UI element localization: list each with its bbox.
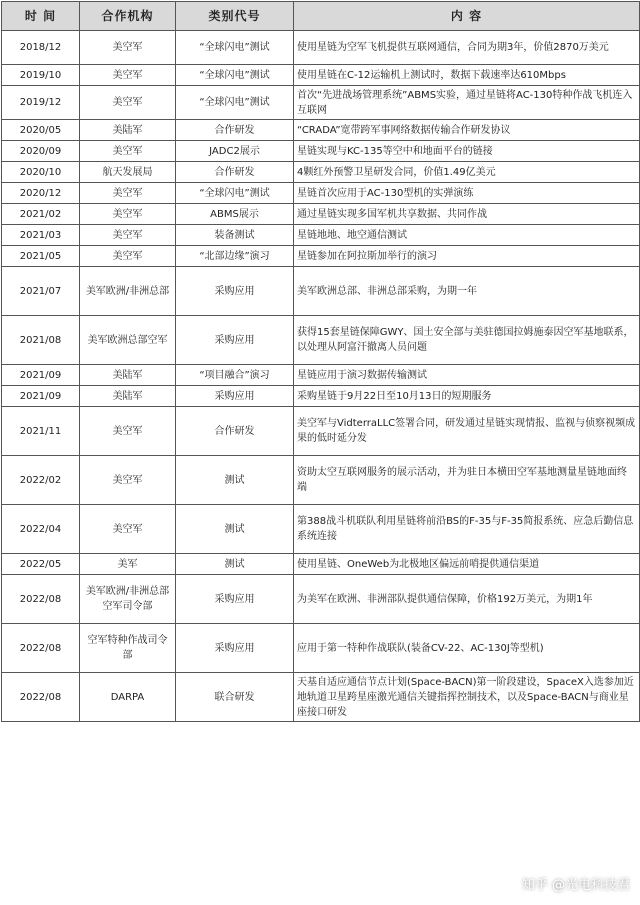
cell-org: 美空军 xyxy=(80,86,176,120)
cell-category: “全球闪电”测试 xyxy=(176,86,294,120)
cell-category: 装备测试 xyxy=(176,225,294,246)
table-row xyxy=(2,162,640,183)
cell-content: 星链应用于演习数据传输测试 xyxy=(294,365,640,386)
cell-content: 星链实现与KC-135等空中和地面平台的链接 xyxy=(294,141,640,162)
cell-content: 美空军与VidterraLLC签署合同，研发通过星链实现情报、监视与侦察视频成果的低时延分发 xyxy=(294,407,640,456)
cell-date: 2022/05 xyxy=(2,554,80,575)
cell-org: 美陆军 xyxy=(80,386,176,407)
cell-date: 2021/02 xyxy=(2,204,80,225)
table-row xyxy=(2,141,640,162)
table-row xyxy=(2,183,640,204)
cell-content: 资助太空互联网服务的展示活动，并为驻日本横田空军基地测量星链地面终端 xyxy=(294,456,640,505)
cell-date: 2022/04 xyxy=(2,505,80,554)
cell-date: 2020/09 xyxy=(2,141,80,162)
cell-category: 测试 xyxy=(176,505,294,554)
table-row xyxy=(2,407,640,456)
table-row xyxy=(2,386,640,407)
cell-content: 为美军在欧洲、非洲部队提供通信保障，价格192万美元，为期1年 xyxy=(294,575,640,624)
cell-org: 美空军 xyxy=(80,31,176,65)
table-row xyxy=(2,86,640,120)
cell-org: 美空军 xyxy=(80,456,176,505)
cell-org: 美空军 xyxy=(80,141,176,162)
cell-category: ABMS展示 xyxy=(176,204,294,225)
cell-content: “CRADA”宽带跨军事网络数据传输合作研发协议 xyxy=(294,120,640,141)
cell-org: 航天发展局 xyxy=(80,162,176,183)
cell-date: 2022/08 xyxy=(2,575,80,624)
cell-category: “项目融合”演习 xyxy=(176,365,294,386)
cell-category: “全球闪电”测试 xyxy=(176,183,294,204)
cell-date: 2018/12 xyxy=(2,31,80,65)
table-row xyxy=(2,267,640,316)
cell-org: 美空军 xyxy=(80,505,176,554)
table-row xyxy=(2,246,640,267)
header-org: 合作机构 xyxy=(80,2,176,31)
cell-org: 美军欧洲总部空军 xyxy=(80,316,176,365)
cell-content: 使用星链为空军飞机提供互联网通信，合同为期3年，价值2870万美元 xyxy=(294,31,640,65)
table-row xyxy=(2,65,640,86)
cell-category: 联合研发 xyxy=(176,673,294,722)
cell-org: 美空军 xyxy=(80,246,176,267)
cell-org: 美陆军 xyxy=(80,120,176,141)
cell-category: “全球闪电”测试 xyxy=(176,65,294,86)
cell-category: JADC2展示 xyxy=(176,141,294,162)
table-row xyxy=(2,575,640,624)
table-row xyxy=(2,554,640,575)
cell-date: 2020/05 xyxy=(2,120,80,141)
cell-date: 2020/12 xyxy=(2,183,80,204)
table-row xyxy=(2,31,640,65)
cell-date: 2022/08 xyxy=(2,673,80,722)
table-row xyxy=(2,673,640,722)
cell-org: 美军欧洲/非洲总部空军司令部 xyxy=(80,575,176,624)
header-content: 内 容 xyxy=(294,2,640,31)
table-row xyxy=(2,225,640,246)
cell-org: 美空军 xyxy=(80,65,176,86)
cell-content: 应用于第一特种作战联队(装备CV-22、AC-130J等型机) xyxy=(294,624,640,673)
cell-org: DARPA xyxy=(80,673,176,722)
cell-category: 采购应用 xyxy=(176,316,294,365)
cell-content: 天基自适应通信节点计划(Space-BACN)第一阶段建设，SpaceX入选参加近地轨道卫星跨星座激光通信关键指挥控制技术，以及Space-BACN与商业星座接口研发 xyxy=(294,673,640,722)
cell-date: 2021/07 xyxy=(2,267,80,316)
cell-date: 2021/11 xyxy=(2,407,80,456)
cell-org: 美空军 xyxy=(80,204,176,225)
cell-date: 2020/10 xyxy=(2,162,80,183)
cell-category: “北部边缘”演习 xyxy=(176,246,294,267)
cell-org: 美军欧洲/非洲总部 xyxy=(80,267,176,316)
cell-content: 使用星链、OneWeb为北极地区偏远前哨提供通信渠道 xyxy=(294,554,640,575)
header-date: 时 间 xyxy=(2,2,80,31)
table-body xyxy=(2,31,640,722)
cell-org: 美陆军 xyxy=(80,365,176,386)
table-row xyxy=(2,505,640,554)
cell-org: 美空军 xyxy=(80,225,176,246)
cell-content: 星链地地、地空通信测试 xyxy=(294,225,640,246)
cell-org: 美空军 xyxy=(80,407,176,456)
cell-category: 采购应用 xyxy=(176,267,294,316)
cell-content: 首次“先进战场管理系统”ABMS实验，通过星链将AC-130特种作战飞机连入互联网 xyxy=(294,86,640,120)
cell-date: 2019/12 xyxy=(2,86,80,120)
table-row xyxy=(2,316,640,365)
cell-date: 2019/10 xyxy=(2,65,80,86)
table-header-row xyxy=(2,2,640,31)
cell-content: 星链首次应用于AC-130型机的实弹演练 xyxy=(294,183,640,204)
cell-category: “全球闪电”测试 xyxy=(176,31,294,65)
table-row xyxy=(2,365,640,386)
cell-category: 合作研发 xyxy=(176,407,294,456)
cell-content: 第388战斗机联队利用星链将前沿BS的F-35与F-35简报系统、应急后勤信息系统连接 xyxy=(294,505,640,554)
cell-category: 采购应用 xyxy=(176,624,294,673)
cell-date: 2021/08 xyxy=(2,316,80,365)
watermark-text: 知乎 @光电科技君 xyxy=(521,878,630,893)
cell-date: 2021/09 xyxy=(2,386,80,407)
cell-category: 合作研发 xyxy=(176,162,294,183)
cell-category: 采购应用 xyxy=(176,575,294,624)
cell-category: 采购应用 xyxy=(176,386,294,407)
cell-date: 2022/02 xyxy=(2,456,80,505)
cell-date: 2022/08 xyxy=(2,624,80,673)
table-row xyxy=(2,120,640,141)
cell-content: 4颗红外预警卫星研发合同，价值1.49亿美元 xyxy=(294,162,640,183)
cell-category: 合作研发 xyxy=(176,120,294,141)
table-row xyxy=(2,624,640,673)
cell-org: 美空军 xyxy=(80,183,176,204)
cooperation-table xyxy=(1,1,640,722)
cell-org: 美军 xyxy=(80,554,176,575)
header-category: 类别代号 xyxy=(176,2,294,31)
table-row xyxy=(2,204,640,225)
cell-content: 采购星链于9月22日至10月13日的短期服务 xyxy=(294,386,640,407)
cell-category: 测试 xyxy=(176,456,294,505)
cell-content: 星链参加在阿拉斯加举行的演习 xyxy=(294,246,640,267)
cell-date: 2021/09 xyxy=(2,365,80,386)
table-row xyxy=(2,456,640,505)
cell-date: 2021/03 xyxy=(2,225,80,246)
cell-content: 美军欧洲总部、非洲总部采购，为期一年 xyxy=(294,267,640,316)
cell-category: 测试 xyxy=(176,554,294,575)
cell-org: 空军特种作战司令部 xyxy=(80,624,176,673)
cell-content: 获得15套星链保障GWY、国土安全部与美驻德国拉姆施泰因空军基地联系，以处理从阿富汗撤离人员问题 xyxy=(294,316,640,365)
cell-date: 2021/05 xyxy=(2,246,80,267)
cell-content: 使用星链在C-12运输机上测试时，数据下载速率达610Mbps xyxy=(294,65,640,86)
cell-content: 通过星链实现多国军机共享数据、共同作战 xyxy=(294,204,640,225)
